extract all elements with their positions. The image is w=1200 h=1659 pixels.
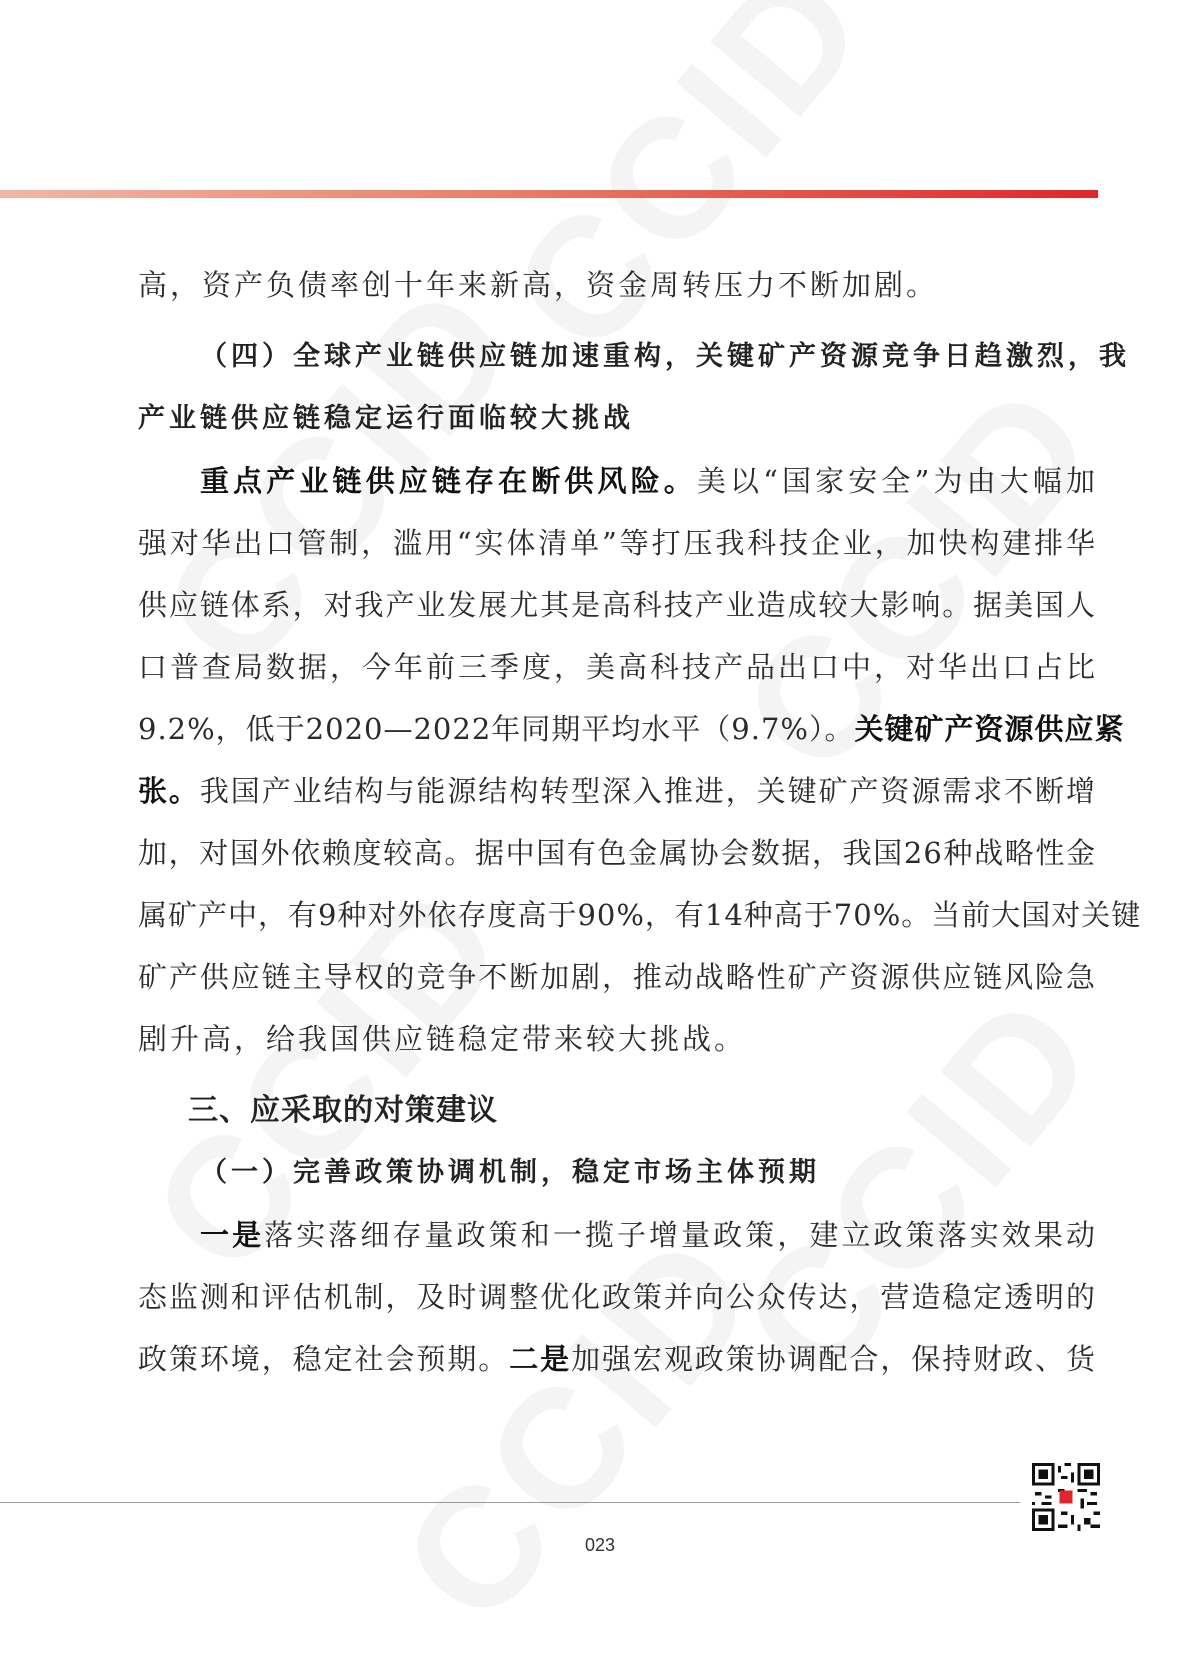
key-point: 关键矿产资源供应紧 — [854, 712, 1125, 746]
subsection-heading: （一）完善政策协调机制，稳定市场主体预期 — [200, 1157, 820, 1188]
key-point: 重点产业链供应链存在断供风险。 — [200, 464, 697, 498]
text-line — [138, 698, 1125, 760]
text-line: 强对华出口管制，滥用“实体清单”等打压我科技企业，加快构建排华 — [138, 526, 1096, 560]
page-number: 023 — [584, 1535, 616, 1555]
text-span: 加强宏观政策协调配合，保持财政、货 — [571, 1342, 1096, 1376]
text-line — [138, 760, 1096, 822]
text-span: 我国产业结构与能源结构转型深入推进，关键矿产资源需求不断增 — [199, 774, 1096, 808]
text-line: 供应链体系，对我产业发展尤其是高科技产业造成较大影响。据美国人 — [138, 588, 1096, 622]
text-line — [138, 1328, 1096, 1390]
qr-code-icon[interactable] — [1032, 1463, 1100, 1531]
section-heading: 三、应采取的对策建议 — [188, 1093, 498, 1128]
document-body — [138, 254, 1142, 1390]
text-span: 9.2%，低于2020—2022年同期平均水平（9.7%）。 — [138, 712, 855, 746]
text-line: 口普查局数据，今年前三季度，美高科技产品出口中，对华出口占比 — [138, 650, 1096, 684]
key-point: 张。 — [138, 774, 200, 808]
text-span: 落实落细存量政策和一揽子增量政策，建立政策落实效果动 — [264, 1218, 1096, 1252]
subsection-heading: （四）全球产业链供应链加速重构，关键矿产资源竞争日趋激烈，我 — [200, 341, 1130, 372]
text-span: 政策环境，稳定社会预期。 — [138, 1342, 510, 1376]
text-span: 美以“国家安全”为由大幅加 — [696, 464, 1096, 498]
header-accent-bar — [0, 190, 1098, 198]
key-point: 一是 — [200, 1218, 265, 1252]
text-line: 属矿产中，有9种对外依存度高于90%，有14种高于70%。当前大国对关键 — [138, 898, 1142, 932]
text-line — [138, 1204, 1096, 1266]
text-line: 态监测和评估机制，及时调整优化政策并向公众传达，营造稳定透明的 — [138, 1280, 1096, 1314]
text-line — [138, 450, 1096, 512]
text-line: 矿产供应链主导权的竞争不断加剧，推动战略性矿产资源供应链风险急 — [138, 960, 1096, 994]
text-line: 加，对国外依赖度较高。据中国有色金属协会数据，我国26种战略性金 — [138, 836, 1096, 870]
text-line: 高，资产负债率创十年来新高，资金周转压力不断加剧。 — [138, 268, 939, 302]
text-line: 剧升高，给我国供应链稳定带来较大挑战。 — [138, 1022, 747, 1056]
footer-divider — [0, 1502, 1020, 1503]
key-point: 二是 — [509, 1342, 572, 1376]
subsection-heading-cont: 产业链供应链稳定运行面临较大挑战 — [138, 403, 634, 434]
